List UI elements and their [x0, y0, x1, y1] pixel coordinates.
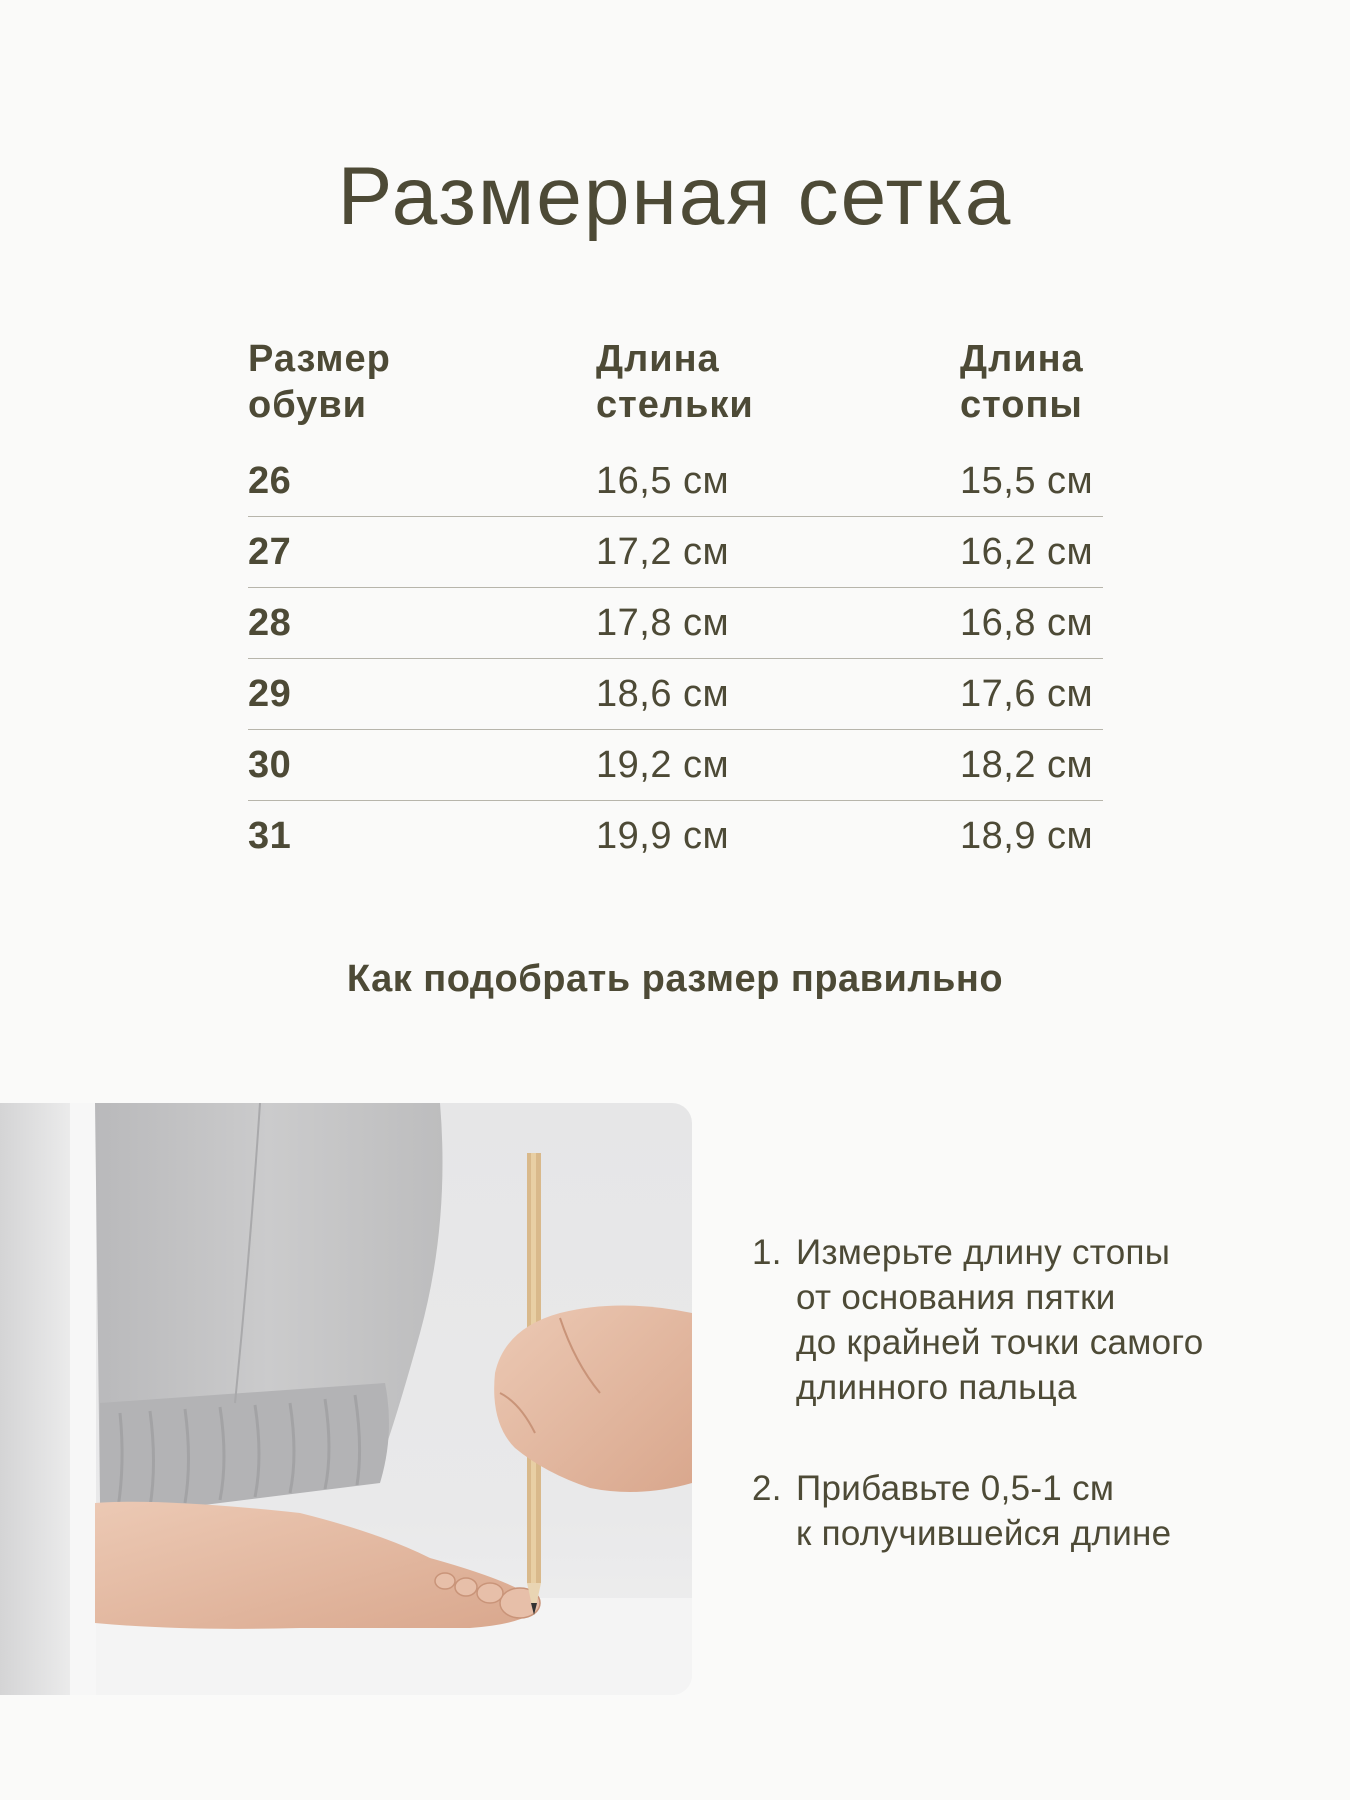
header-insole-length-line1: Длина [596, 338, 720, 380]
instruction-1-line4: длинного пальца [796, 1368, 1077, 1407]
header-shoe-size [248, 336, 596, 446]
cell-size: 27 [248, 517, 596, 588]
instructions-list [752, 1230, 1332, 1612]
table-row [248, 801, 1103, 872]
cell-foot: 16,8 см [960, 588, 1103, 659]
table-row [248, 517, 1103, 588]
cell-foot: 16,2 см [960, 517, 1103, 588]
header-foot-length [960, 336, 1103, 446]
cell-size: 29 [248, 659, 596, 730]
cell-foot: 17,6 см [960, 659, 1103, 730]
table-row [248, 588, 1103, 659]
table-row [248, 446, 1103, 517]
instruction-item-2 [752, 1466, 1332, 1556]
foot-measurement-photo [0, 1103, 692, 1695]
instruction-1-line2: от основания пятки [796, 1278, 1116, 1317]
header-insole-length-line2: стельки [596, 384, 754, 426]
header-foot-length-line2: стопы [960, 384, 1083, 426]
instruction-number-1: 1. [752, 1233, 782, 1272]
page-title: Размерная сетка [337, 151, 1013, 242]
header-shoe-size-line2: обуви [248, 384, 368, 426]
instruction-1-line3: до крайней точки самого [796, 1323, 1204, 1362]
cell-foot: 18,9 см [960, 814, 1094, 857]
instruction-2-line1: Прибавьте 0,5-1 см [796, 1469, 1115, 1508]
header-foot-length-line1: Длина [960, 338, 1084, 380]
cell-insole: 19,9 см [596, 814, 730, 857]
table-row [248, 659, 1103, 730]
cell-foot: 18,2 см [960, 730, 1103, 801]
cell-size: 31 [248, 814, 292, 857]
cell-insole: 17,2 см [596, 517, 960, 588]
cell-size: 26 [248, 446, 596, 517]
table-header-row [248, 336, 1103, 446]
cell-foot: 15,5 см [960, 446, 1103, 517]
cell-insole: 18,6 см [596, 659, 960, 730]
instruction-2-line2: к получившейся длине [796, 1514, 1172, 1553]
table-row [248, 730, 1103, 801]
cell-insole: 16,5 см [596, 446, 960, 517]
cell-size: 30 [248, 730, 596, 801]
cell-insole: 17,8 см [596, 588, 960, 659]
cell-size: 28 [248, 588, 596, 659]
how-to-choose-subtitle: Как подобрать размер правильно [346, 958, 1004, 1000]
cell-insole: 19,2 см [596, 730, 960, 801]
header-shoe-size-line1: Размер [248, 338, 391, 380]
foot-measurement-illustration [0, 1103, 692, 1695]
instruction-number-2: 2. [752, 1469, 782, 1508]
instruction-item-1 [752, 1230, 1332, 1410]
header-insole-length [596, 336, 960, 446]
instruction-1-line1: Измерьте длину стопы [796, 1233, 1171, 1272]
size-table [248, 336, 1103, 871]
